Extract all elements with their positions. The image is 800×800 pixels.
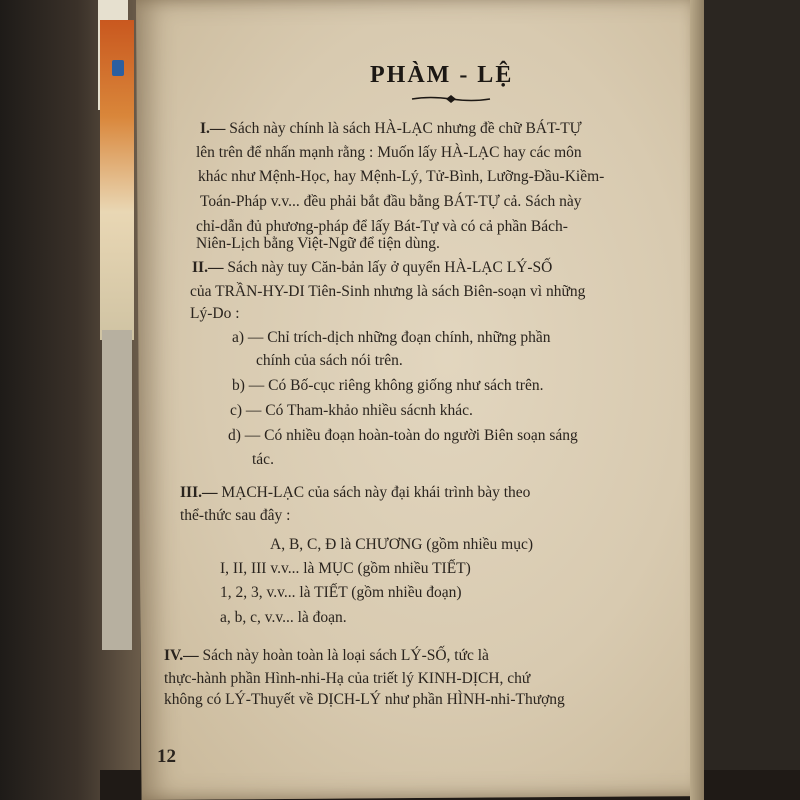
list-item: tác. [252, 451, 274, 468]
paragraph-line: khác như Mệnh-Học, hay Mệnh-Lý, Tử-Bình, Lưỡng-Đầu-Kiềm- [198, 168, 605, 185]
list-item: a) — Chỉ trích-dịch những đoạn chính, những phần [232, 329, 551, 346]
paragraph-line: lên trên để nhấn mạnh rằng : Muốn lấy HÀ-LẠC hay các môn [196, 144, 582, 161]
list-item: chính của sách nói trên. [256, 352, 403, 369]
paragraph-line: IV.— Sách này hoàn toàn là loại sách LÝ-SỐ, tức là [164, 647, 489, 664]
paragraph-line: II.— Sách này tuy Căn-bản lấy ở quyển HÀ-LẠC LÝ-SỐ [192, 259, 553, 276]
page-number: 12 [157, 746, 176, 767]
book-spine-mark [112, 60, 124, 76]
list-item: a, b, c, v.v... là đoạn. [220, 609, 347, 626]
list-item: 1, 2, 3, v.v... là TIẾT (gồm nhiều đoạn) [220, 584, 462, 601]
section-numeral: II.— [192, 259, 224, 276]
paragraph-line: Toán-Pháp v.v... đều phải bắt đầu bằng BÁT-TỰ cả. Sách này [200, 193, 582, 210]
list-item: d) — Có nhiều đoạn hoàn-toàn do người Biên soạn sáng [228, 427, 578, 444]
book-spine [102, 330, 132, 650]
section-numeral: III.— [180, 484, 218, 501]
paragraph-line: thực-hành phần Hình-nhi-Hạ của triết lý KINH-DỊCH, chứ [164, 670, 531, 687]
paragraph-line: thể-thức sau đây : [180, 507, 291, 524]
list-item: I, II, III v.v... là MỤC (gồm nhiều TIẾT) [220, 560, 471, 577]
paragraph-line: không có LÝ-Thuyết về DỊCH-LÝ như phần HÌNH-nhi-Thượng [164, 691, 565, 708]
list-item: A, B, C, Đ là CHƯƠNG (gồm nhiều mục) [270, 536, 534, 553]
paragraph-line: của TRẦN-HY-DI Tiên-Sinh nhưng là sách Biên-soạn vì những [190, 283, 586, 300]
paragraph-line: Niên-Lịch bằng Việt-Ngữ để tiện dùng. [196, 235, 440, 252]
list-item: b) — Có Bố-cục riêng không giống như sách trên. [232, 377, 544, 394]
page-title: PHÀM - LỆ [370, 62, 514, 88]
paragraph-line: chỉ-dẫn đủ phương-pháp để lấy Bát-Tự và có cả phần Bách- [196, 218, 568, 235]
title-ornament [410, 92, 492, 106]
paragraph-line: Lý-Do : [190, 305, 240, 322]
page-edge [690, 0, 704, 800]
section-numeral: I.— [200, 120, 226, 137]
paragraph-line: I.— Sách này chính là sách HÀ-LẠC nhưng đề chữ BÁT-TỰ [200, 120, 582, 137]
paragraph-line: III.— MẠCH-LẠC của sách này đại khái trình bày theo [180, 484, 531, 501]
section-numeral: IV.— [164, 647, 199, 664]
list-item: c) — Có Tham-khảo nhiều sácnh khác. [230, 402, 473, 419]
